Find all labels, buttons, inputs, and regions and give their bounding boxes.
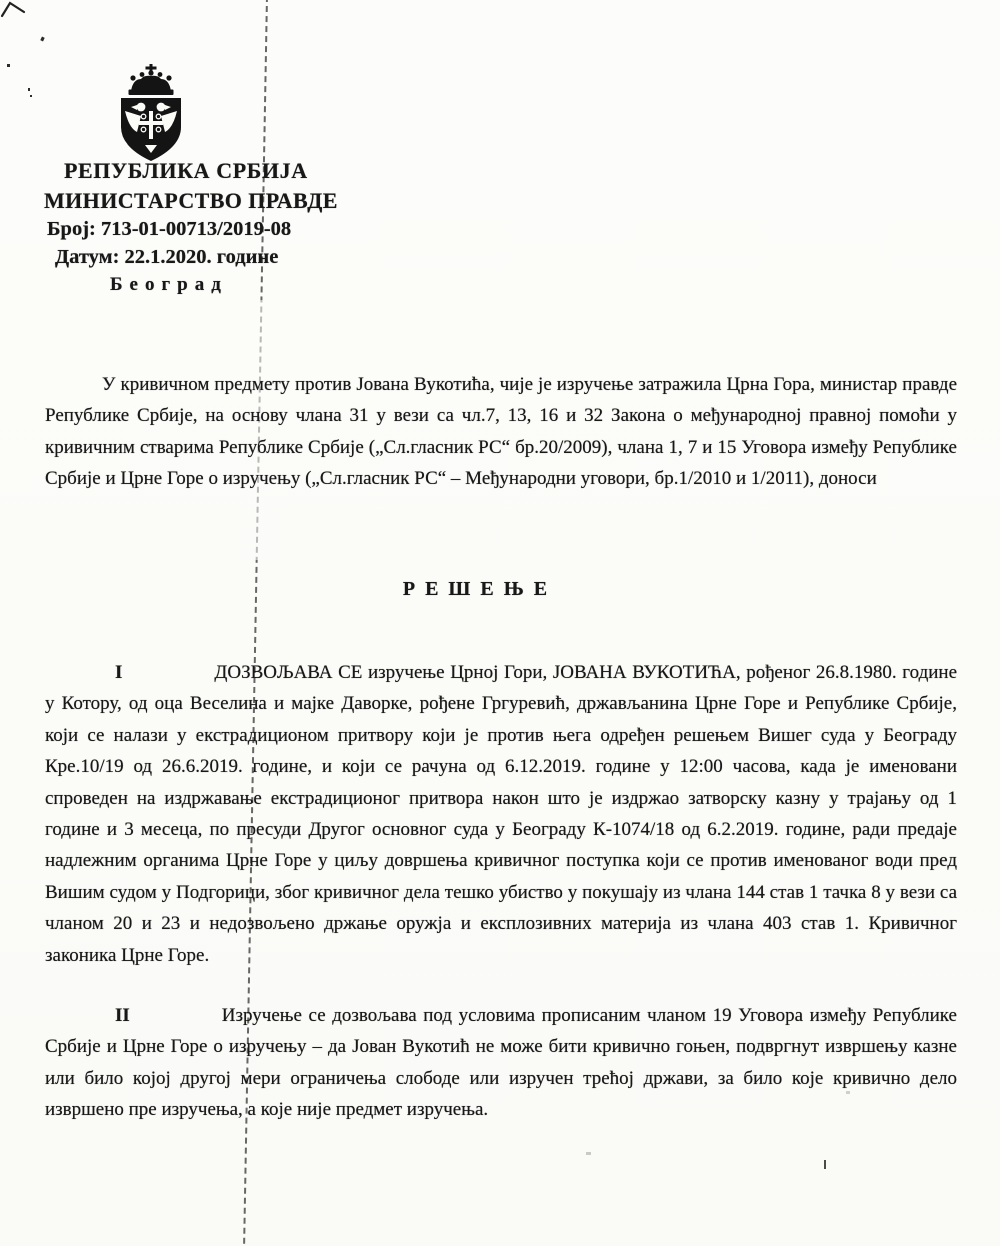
letterhead-ministry: МИНИСТАРСТВО ПРАВДЕ (44, 188, 338, 213)
scan-speck (30, 95, 32, 97)
section-1-numeral: I (115, 662, 123, 683)
section-1-text: ДОЗВОЉАВА СЕ изручење Црној Гори, ЈОВАНА ВУКОТИЋА, рођеног 26.8.1980. године у Котору, од оца Веселина и мајке Даворке, рођене Гргуревић, држављанина Црне Горе и Републике Србије, који се налази у екстрадиционом притвору који је против њега одређен решењем Вишег суда у Београду Кре.10/19 од 26.6.2019. године, и који се рачуна од 6.12.2019. године у 12:00 часова, када је именовани спроведен на издржавање екстрадиционог притвора након што је издржао затворску казну у трајању од 1 године и 3 месеца, по пресуди Другог основног суда у Београду К-1074/18 од 6.2.2019. године, ради предаје надлежним органима Црне Горе у циљу довршења кривичног поступка који се против именованог води пред Вишим судом у Подгорици, због кривичног дела тешко убиство у покушају из члана 144 став 1 тачка 8 у вези са чланом 20 и 23 и недозвољено држање оружја и експлозивних материја из члана 403 став 1. Кривичног законика Црне Горе. (45, 662, 957, 966)
letterhead-country: РЕПУБЛИКА СРБИЈА (64, 158, 308, 183)
case-number: Број: 713-01-00713/2019-08 (47, 218, 292, 240)
document-city: Београд (110, 274, 228, 295)
scan-speck (28, 88, 30, 91)
scan-speck (40, 37, 44, 42)
intro-paragraph: У кривичном предмету против Јована Вукотића, чије је изручење затражила Црна Гора, министар правде Републике Србије, на основу члана 31 у вези са чл.7, 13, 16 и 32 Закона о међународној правној помоћи у кривичним стварима Републике Србије („Сл.гласник РС“ бр.20/2009), члана 1, 7 и 15 Уговора између Републике Србије и Црне Горе о изручењу („Сл.гласник РС“ – Међународни уговори, бр.1/2010 и 1/2011), доноси (45, 374, 957, 490)
scan-speck (824, 1160, 826, 1169)
section-2-numeral: II (115, 1005, 130, 1026)
section-1 (45, 657, 957, 971)
serbia-coat-of-arms (112, 64, 190, 164)
scan-speck (7, 64, 10, 67)
document-title: РЕШЕЊЕ (402, 578, 558, 600)
document-date: Датум: 22.1.2020. године (55, 246, 279, 268)
scan-speck (586, 1152, 591, 1155)
scan-corner-mark (0, 0, 40, 30)
numeral-gap (122, 677, 214, 678)
numeral-gap (130, 1020, 222, 1021)
section-2 (45, 1000, 957, 1126)
section-2-text: Изручење се дозвољава под условима прописаним чланом 19 Уговора између Републике Србије и Црне Горе о изручењу – да Јован Вукотић не може бити кривично гоњен, подвргнут извршењу казне или било којој другој мери ограничења слободе или изручен трећој држави, за било које кривично дело извршено пре изручења, а које није предмет изручења. (45, 1005, 957, 1121)
